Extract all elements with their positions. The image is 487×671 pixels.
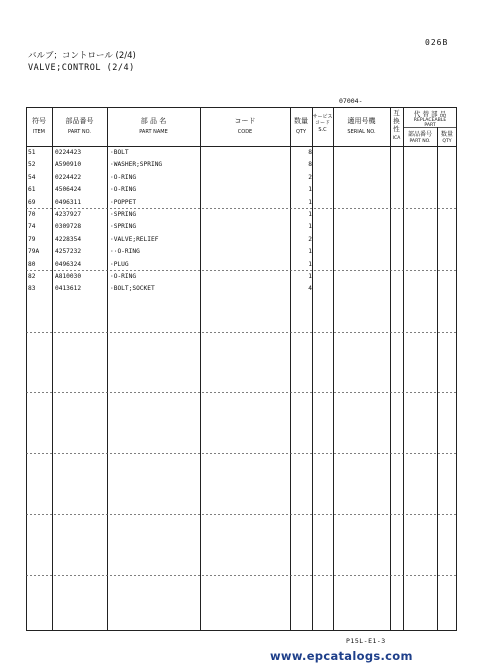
row-qty: 1 (308, 186, 312, 194)
serial-reference: 07004- (339, 97, 363, 105)
page-title-japanese: バルブ；コントロール (2/4) (28, 51, 136, 61)
table-row (26, 159, 456, 171)
header-serial-jp: 適用号機 (347, 117, 376, 125)
row-item: 74 (28, 223, 36, 231)
row-part-name: ·VALVE;RELIEF (110, 235, 159, 243)
table-row (26, 184, 456, 196)
row-part-no: A590910 (55, 161, 82, 169)
row-item: 80 (28, 260, 36, 268)
row-qty: 8 (308, 149, 312, 156)
row-item: 69 (28, 198, 36, 206)
row-part-no: 4506424 (55, 186, 82, 194)
row-item: 70 (28, 211, 36, 218)
row-part-name: ·POPPET (110, 198, 137, 206)
table-row (26, 259, 456, 271)
header-repl-jp: 代 替 部 品 (413, 110, 447, 118)
row-item: 61 (28, 186, 36, 194)
table-row (26, 172, 456, 184)
footer-reference: P15L-E1-3 (346, 637, 386, 645)
header-interchangeability (390, 109, 403, 141)
header-part-jp: 部品番号 (65, 117, 94, 125)
row-part-no: 4237927 (55, 211, 82, 218)
row-qty: 4 (308, 285, 312, 293)
table-row (26, 283, 456, 295)
row-item: 79 (28, 235, 36, 243)
row-qty: 2 (308, 235, 312, 243)
header-part-no (52, 116, 107, 135)
header-service-code (312, 114, 333, 133)
row-item: 79A (28, 248, 40, 256)
row-part-no: 0413612 (55, 285, 82, 293)
header-code-jp: コード (234, 117, 256, 125)
row-qty: 8 (308, 161, 312, 169)
row-part-name: ·WASHER;SPRING (110, 161, 163, 169)
row-part-no: 0224423 (55, 149, 82, 156)
row-qty: 1 (308, 248, 312, 256)
table-row (26, 271, 456, 283)
row-qty: 1 (308, 260, 312, 268)
header-rqty-en: QTY (442, 139, 452, 144)
row-qty: 1 (308, 273, 312, 280)
row-part-no: 0309728 (55, 223, 82, 231)
header-serial-no (333, 116, 390, 135)
header-code-en: CODE (237, 129, 253, 135)
watermark-link[interactable]: www.epcatalogs.com (270, 649, 413, 663)
table-row (26, 147, 456, 159)
row-part-name: ·O-RING (110, 173, 137, 181)
page-code: 026B (425, 38, 449, 47)
row-part-no: 0224422 (55, 173, 82, 181)
table-row (26, 209, 456, 221)
table-row (26, 197, 456, 209)
row-qty: 1 (308, 211, 312, 218)
header-qty-jp: 数量 (294, 117, 308, 125)
row-item: 51 (28, 149, 36, 156)
header-code (200, 116, 290, 135)
row-part-name: ·SPRING (110, 223, 137, 231)
header-ica-en: ICA (392, 136, 401, 141)
row-part-name: ·O-RING (110, 186, 137, 194)
row-qty: 2 (308, 173, 312, 181)
header-replaceable-part-no (403, 129, 437, 144)
header-part-en: PART NO. (68, 129, 91, 135)
header-repl-en: REPLACEABLE PART (413, 118, 447, 128)
header-replaceable-qty (437, 129, 457, 144)
header-rqty-jp: 数量 (440, 131, 453, 138)
header-name-en: PART NAME (139, 129, 168, 135)
row-item: 54 (28, 173, 36, 181)
row-item: 82 (28, 273, 36, 280)
row-qty: 1 (308, 223, 312, 231)
header-item-en: ITEM (32, 129, 45, 135)
table-row (26, 234, 456, 246)
page-title: VALVE;CONTROL (2/4) (28, 63, 135, 73)
header-part-name (107, 116, 200, 135)
header-name-jp: 部 品 名 (140, 117, 167, 125)
header-item-jp: 符号 (32, 117, 46, 125)
row-part-no: 0496311 (55, 198, 82, 206)
row-part-name: ·O-RING (110, 273, 137, 280)
header-serial-en: SERIAL NO. (347, 129, 376, 135)
row-item: 83 (28, 285, 36, 293)
header-item (26, 116, 52, 135)
header-replaceable-part (403, 109, 457, 128)
header-rpart-jp: 部品番号 (407, 131, 432, 138)
header-rpart-en: PART NO. (409, 139, 431, 144)
header-sc-en: S.C (318, 127, 327, 133)
row-part-name: ··O-RING (110, 248, 140, 256)
row-part-no: A810030 (55, 273, 82, 280)
header-ica-jp: 互 換 性 (393, 109, 400, 133)
header-qty-en: QTY (295, 129, 307, 135)
table-row (26, 246, 456, 258)
row-part-name: ·SPRING (110, 211, 137, 218)
row-item: 52 (28, 161, 36, 169)
header-qty (290, 116, 312, 135)
row-part-name: ·BOLT (110, 149, 129, 156)
row-part-no: 4257232 (55, 248, 82, 256)
header-sc-jp: サービス コード (312, 114, 333, 126)
row-part-no: 4228354 (55, 235, 82, 243)
row-part-no: 0496324 (55, 260, 82, 268)
table-row (26, 221, 456, 233)
row-part-name: ·BOLT;SOCKET (110, 285, 155, 293)
row-part-name: ·PLUG (110, 260, 129, 268)
row-qty: 1 (308, 198, 312, 206)
